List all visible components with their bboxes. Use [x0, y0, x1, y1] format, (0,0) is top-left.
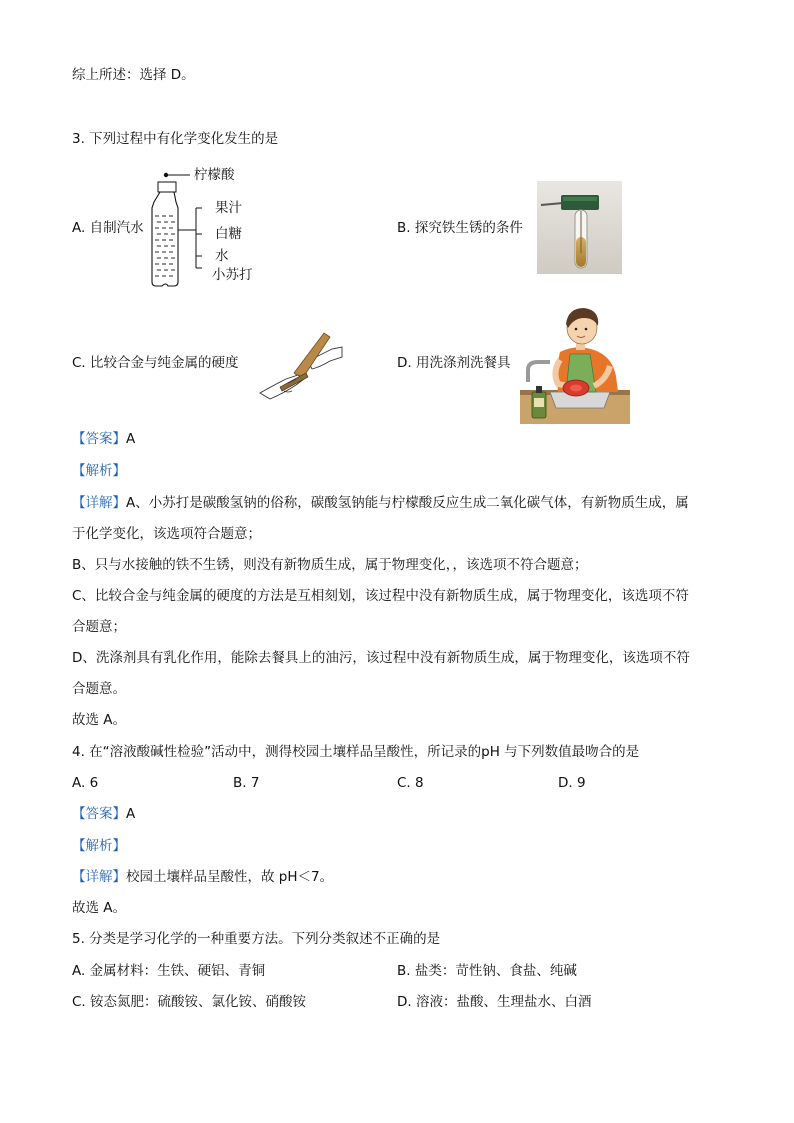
alloy-hardness-scratch-figure	[258, 327, 344, 405]
q4-answer-value: A	[126, 806, 136, 822]
label-sugar: 白糖	[215, 226, 242, 242]
q3-detail-a-2: 于化学变化，该选项符合题意；	[72, 526, 261, 542]
q3-detail-c-1: C、比较合金与纯金属的硬度的方法是互相刻划，该过程中没有新物质生成，属于物理变化，该选项不符	[72, 588, 689, 604]
q3-option-a: A. 自制汽水	[72, 220, 144, 236]
q3-detail-tag: 【详解】	[72, 495, 126, 511]
q3-answer-tag: 【答案】	[72, 431, 126, 447]
q4-conclusion: 故选 A。	[72, 900, 127, 916]
label-water: 水	[215, 248, 229, 264]
iron-rust-test-tube-photo	[537, 181, 622, 274]
q3-analysis-tag: 【解析】	[72, 463, 126, 479]
q3-answer-line	[72, 430, 135, 448]
q4-detail-line	[72, 868, 333, 886]
q3-option-b: B. 探究铁生锈的条件	[397, 220, 523, 236]
q4-option-d: D. 9	[558, 775, 586, 791]
q4-option-b: B. 7	[233, 775, 260, 791]
label-citric-acid: 柠檬酸	[194, 167, 235, 183]
label-juice: 果汁	[215, 200, 242, 216]
q3-option-d: D. 用洗涤剂洗餐具	[397, 355, 511, 371]
q3-option-c: C. 比较合金与纯金属的硬度	[72, 355, 239, 371]
q5-option-d: D. 溶液：盐酸、生理盐水、白酒	[397, 994, 592, 1010]
q4-option-c: C. 8	[397, 775, 424, 791]
q4-detail-text: 校园土壤样品呈酸性，故 pH＜7。	[126, 869, 334, 885]
q4-stem: 4. 在“溶液酸碱性检验”活动中，测得校园土壤样品呈酸性，所记录的pH 与下列数值最吻合的是	[72, 744, 640, 760]
q3-conclusion: 故选 A。	[72, 712, 127, 728]
q5-option-c: C. 铵态氮肥：硫酸铵、氯化铵、硝酸铵	[72, 994, 307, 1010]
q3-detail-d-1: D、洗涤剂具有乳化作用，能除去餐具上的油污，该过程中没有新物质生成，属于物理变化，该选项不符	[72, 650, 690, 666]
label-baking-soda: 小苏打	[212, 267, 253, 283]
q3-detail-d-2: 合题意。	[72, 681, 126, 697]
boy-washing-dishes-figure	[520, 300, 630, 424]
q3-detail-c-2: 合题意；	[72, 619, 126, 635]
q4-detail-tag: 【详解】	[72, 869, 126, 885]
q4-option-a: A. 6	[72, 775, 99, 791]
previous-summary-line: 综上所述：选择 D。	[72, 67, 195, 83]
q4-answer-line	[72, 805, 135, 823]
q3-detail-line-1	[72, 494, 689, 512]
q3-stem: 3. 下列过程中有化学变化发生的是	[72, 131, 279, 147]
q3-detail-b: B、只与水接触的铁不生锈，则没有新物质生成，属于物理变化，，该选项不符合题意；	[72, 557, 588, 573]
q4-answer-tag: 【答案】	[72, 806, 126, 822]
q4-analysis-tag: 【解析】	[72, 838, 126, 854]
q5-option-a: A. 金属材料：生铁、硬铝、青铜	[72, 963, 266, 979]
q3-answer-value: A	[126, 431, 136, 447]
q3-detail-a-1: A、小苏打是碳酸氢钠的俗称，碳酸氢钠能与柠檬酸反应生成二氧化碳气体，有新物质生成，属	[126, 495, 689, 511]
q5-stem: 5. 分类是学习化学的一种重要方法。下列分类叙述不正确的是	[72, 931, 441, 947]
q5-option-b: B. 盐类：苛性钠、食盐、纯碱	[397, 963, 577, 979]
